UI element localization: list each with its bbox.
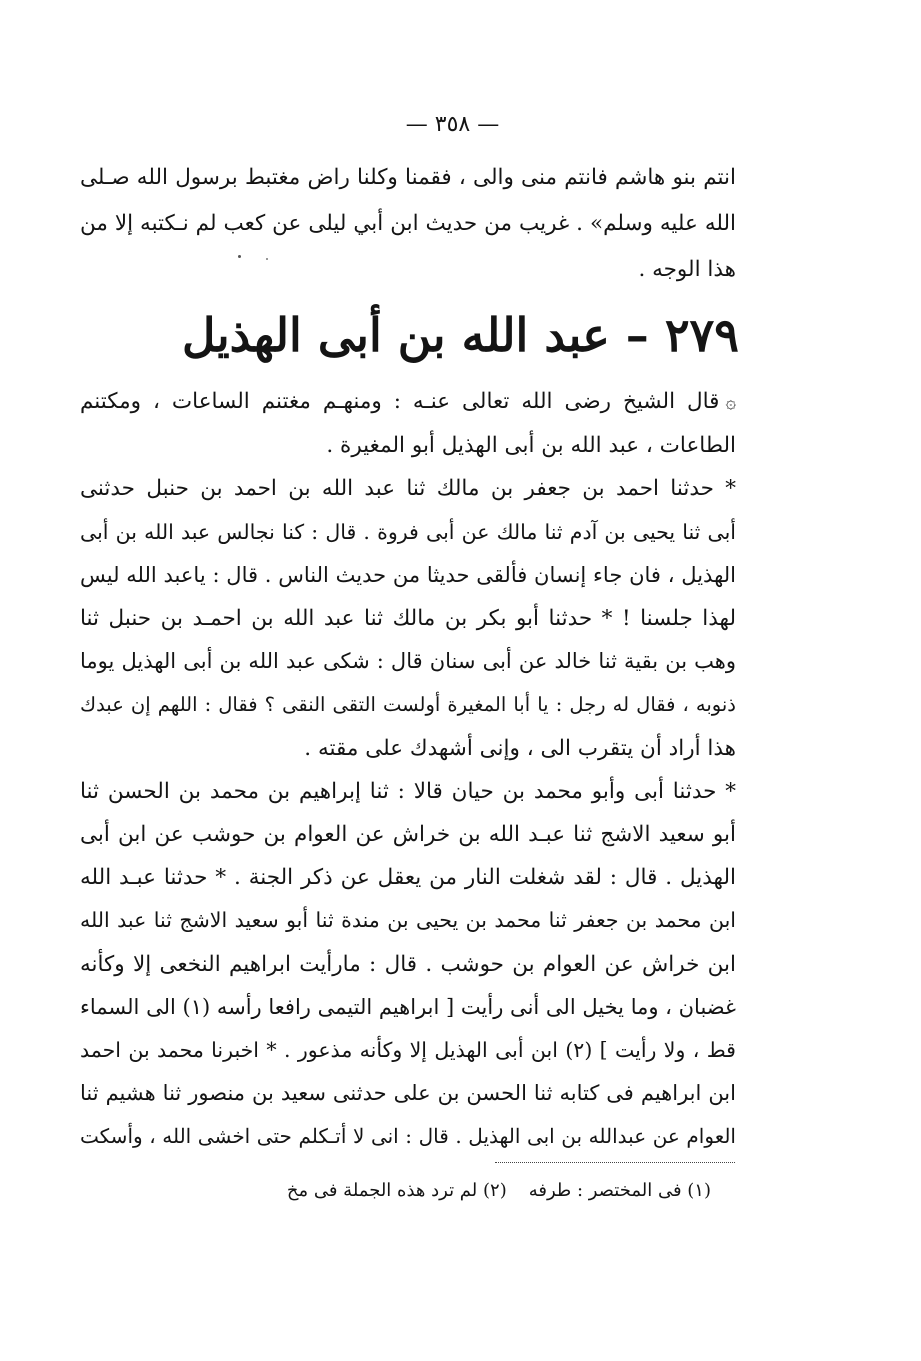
footnote-1: (١) فى المختصر : طرفه [528, 1180, 711, 1201]
footnote-divider [495, 1162, 735, 1163]
text-line [80, 380, 736, 424]
text-line: ابن خراش عن العوام بن حوشب . قال : مارأيت ابراهيم النخعى إلا وكأنه [80, 951, 736, 977]
text-line: * حدثنا احمد بن جعفر بن مالك ثنا عبد الله بن احمد بن حنبل حدثنى [80, 476, 736, 502]
continuation-paragraph [80, 155, 736, 293]
text-line: العوام عن عبدالله بن ابى الهذيل . قال : انى لا أتـكلم حتى اخشى الله ، وأسكت [80, 1124, 736, 1149]
text-line: غضبان ، وما يخيل الى أنى رأيت [ ابراهيم التيمى رافعا رأسه (١) الى السماء [80, 994, 736, 1019]
text-line: لهذا جلسنا ! * حدثنا أبو بكر بن مالك ثنا عبد الله بن احمـد بن حنبل ثنا [80, 606, 736, 632]
text-line: الله عليه وسلم» . غريب من حديث ابن أبي ليلى عن كعب لم نـكتبه إلا من [80, 211, 736, 236]
text-line: الطاعات ، عبد الله بن أبى الهذيل أبو المغيرة . [326, 433, 736, 459]
print-speck [266, 258, 268, 260]
text-line: أبو سعيد الاشج ثنا عبـد الله بن خراش عن العوام بن حوشب عن ابن أبى [80, 822, 736, 848]
text-line-content: قال الشيخ رضى الله تعالى عنـه : ومنهـم مغتنم الساعات ، ومكتنم [80, 389, 720, 414]
text-line: هذا أراد أن يتقرب الى ، وإنى أشهدك على مقته . [304, 735, 736, 761]
text-line: ابن محمد بن جعفر ثنا محمد بن يحيى بن مندة ثنا أبو سعيد الاشج ثنا عبد الله [80, 908, 736, 933]
section-heading: ٢٧٩ – عبد الله بن أبى الهذيل [182, 308, 739, 362]
text-line: ابن ابراهيم فى كتابه ثنا الحسن بن على حدثنى سعيد بن منصور ثنا هشيم ثنا [80, 1081, 736, 1106]
footnotes [265, 1180, 711, 1201]
footnote-2: (٢) لم ترد هذه الجملة فى مخ [286, 1180, 507, 1201]
print-speck [238, 255, 241, 258]
rosette-icon: ۞ [725, 392, 736, 413]
text-line: ذنوبه ، فقال له رجل : يا أبا المغيرة أولست التقى النقى ؟ فقال : اللهم إن عبدك [80, 693, 736, 717]
text-line: الهذيل . قال : لقد شغلت النار من يعقل عن ذكر الجنة . * حدثنا عبـد الله [80, 865, 736, 891]
page-number: — ٣٥٨ — [405, 112, 500, 137]
text-line: وهب بن بقية ثنا خالد عن أبى سنان قال : شكى عبد الله بن أبى الهذيل يوما [80, 649, 736, 674]
text-line: هذا الوجه . [638, 257, 736, 282]
text-line: الهذيل ، فان جاء إنسان فألقى حديثا من حديث الناس . قال : ياعبد الله ليس [80, 562, 736, 587]
text-line: * حدثنا أبى وأبو محمد بن حيان قالا : ثنا إبراهيم بن محمد بن الحسن ثنا [80, 778, 736, 804]
text-line: انتم بنو هاشم فانتم منى والى ، فقمنا وكلنا راض مغتبط برسول الله صـلى [80, 165, 736, 190]
text-line: أبى ثنا يحيى بن آدم ثنا مالك عن أبى فروة . قال : كنا نجالس عبد الله بن أبى [80, 519, 736, 544]
main-text [80, 380, 736, 1159]
text-line: قط ، ولا رأيت ] (٢) ابن أبى الهذيل إلا وكأنه مذعور . * اخبرنا محمد بن احمد [80, 1038, 736, 1063]
